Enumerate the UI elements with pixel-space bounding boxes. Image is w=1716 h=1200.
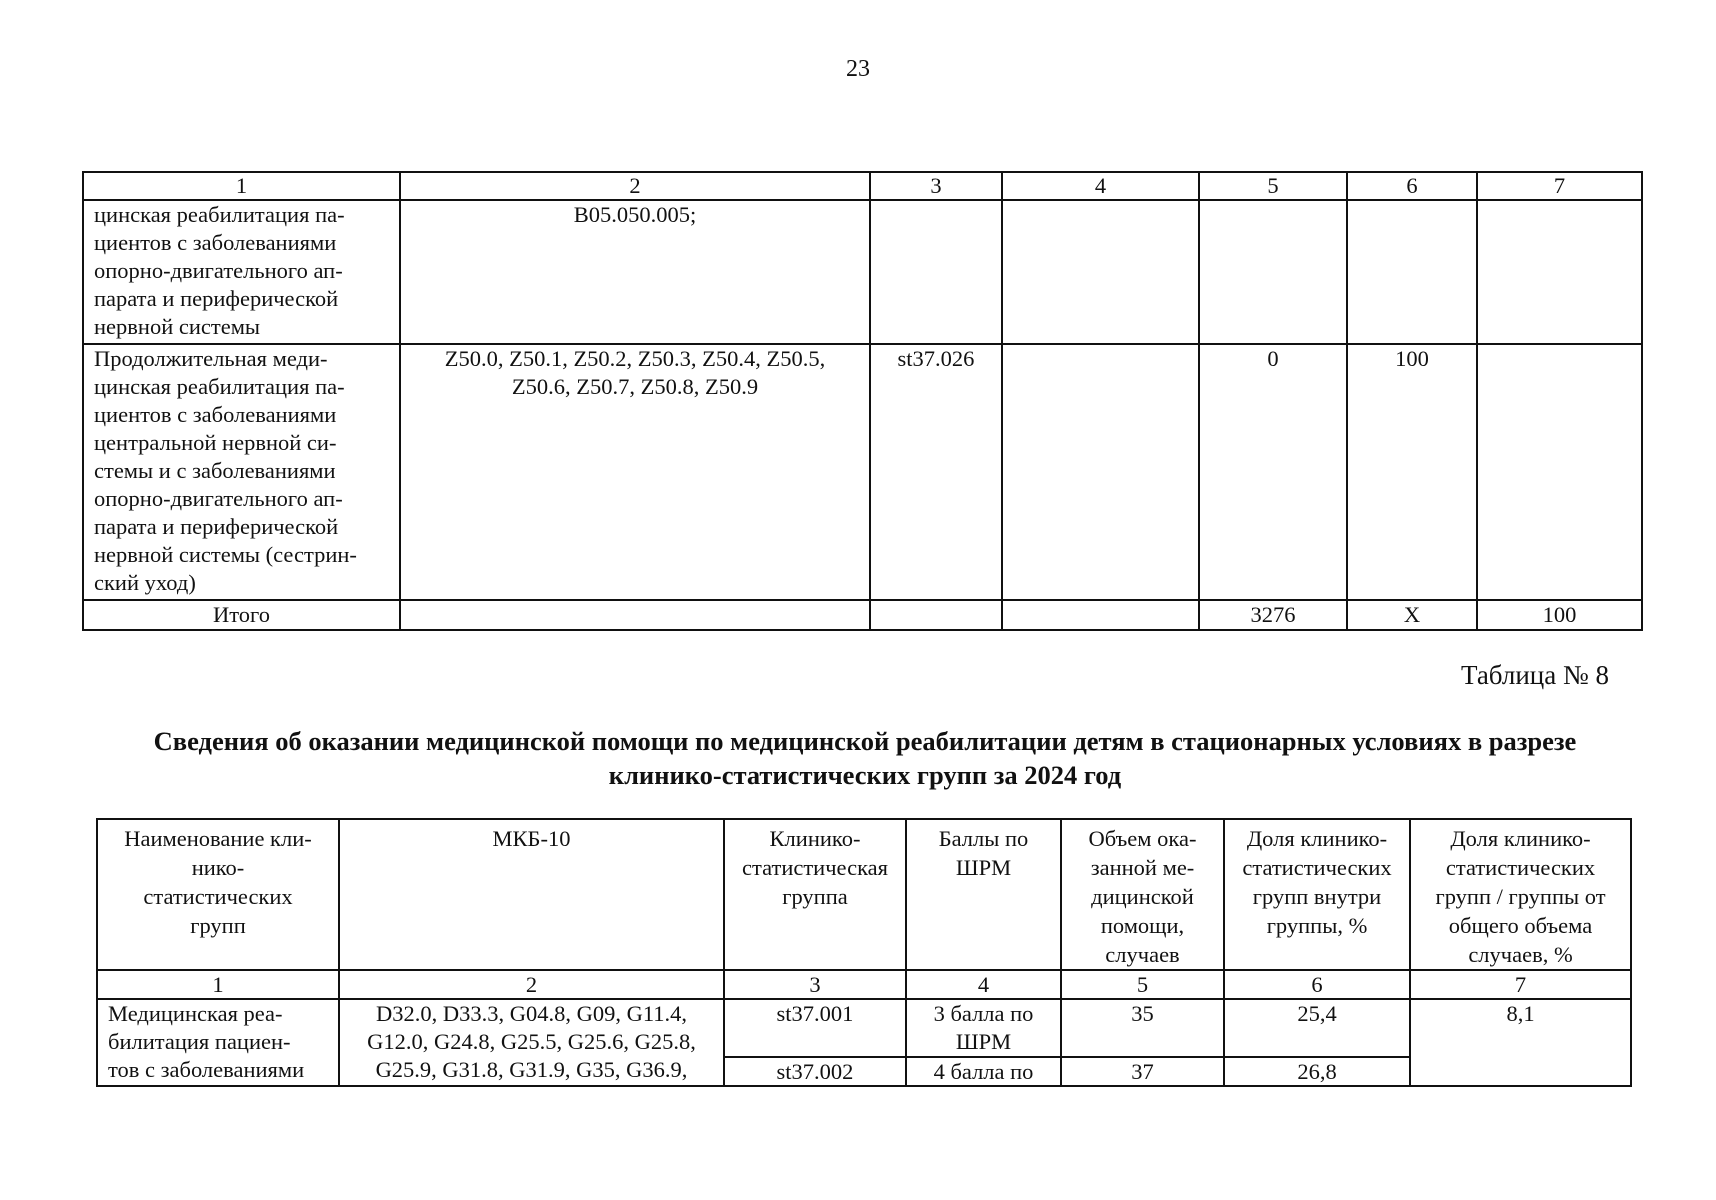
text-line: опорно-двигательного ап- [94, 258, 343, 283]
text-line: Баллы по [938, 826, 1029, 851]
text-line: парата и периферической [94, 286, 339, 311]
text-line: цинская реабилитация па- [94, 374, 345, 399]
share-in-group-cell: 100 [1347, 344, 1477, 600]
text-line: нервной системы (сестрин- [94, 542, 357, 567]
text-line: ский уход) [94, 570, 196, 595]
column-number: 3 [870, 172, 1002, 200]
volume-cell: 37 [1061, 1057, 1224, 1086]
text-line: D32.0, D33.3, G04.8, G09, G11.4, [375, 1001, 688, 1026]
column-number: 6 [1224, 970, 1410, 999]
column-number: 7 [1410, 970, 1631, 999]
mkb-cell [400, 344, 870, 600]
text-line: опорно-двигательного ап- [94, 486, 343, 511]
share-total-cell [1477, 344, 1642, 600]
mkb-cell [339, 999, 724, 1086]
share-total-cell [1477, 200, 1642, 344]
column-number: 1 [97, 970, 339, 999]
text-line: стемы и с заболеваниями [94, 458, 336, 483]
table-row [97, 999, 1631, 1057]
table-8 [96, 818, 1632, 1087]
text-line: МКБ-10 [492, 826, 571, 851]
column-number: 3 [724, 970, 906, 999]
column-number: 1 [83, 172, 400, 200]
volume-cell: 35 [1061, 999, 1224, 1057]
text-line: группа [782, 884, 848, 909]
text-line: случаев [1105, 942, 1180, 967]
header-mkb [339, 819, 724, 970]
text-line: циентов с заболеваниями [94, 402, 337, 427]
table-label: Таблица № 8 [1461, 660, 1609, 690]
group-name-cell [97, 999, 339, 1086]
mkb-cell: B05.050.005; [400, 200, 870, 344]
text-line: парата и периферической [94, 514, 339, 539]
text-line: группы, % [1266, 913, 1368, 938]
text-line: статистических [1445, 855, 1596, 880]
total-share-total: 100 [1477, 600, 1642, 630]
empty-cell [1002, 600, 1199, 630]
text-line: цинская реабилитация па- [94, 202, 345, 227]
text-line: статистических [1242, 855, 1392, 880]
text-line: Продолжительная меди- [94, 346, 328, 371]
column-number: 4 [906, 970, 1061, 999]
table-row [83, 200, 1642, 344]
share-in-group-cell: 26,8 [1224, 1057, 1410, 1086]
header-points [906, 819, 1061, 970]
ksg-cell: st37.026 [870, 344, 1002, 600]
text-line: ШРМ [955, 1029, 1012, 1054]
ksg-cell: st37.001 [724, 999, 906, 1057]
caption-line: клинико-статистических групп за 2024 год [608, 760, 1122, 790]
share-total-cell: 8,1 [1410, 999, 1631, 1086]
points-cell [906, 999, 1061, 1057]
column-number: 5 [1061, 970, 1224, 999]
continuation-table [82, 171, 1643, 631]
text-line: 3 балла по [933, 1001, 1034, 1026]
column-number: 2 [339, 970, 724, 999]
page-number: 23 [846, 56, 870, 82]
empty-cell [870, 600, 1002, 630]
text-line: Клинико- [769, 826, 861, 851]
text-line: нико- [191, 855, 245, 880]
text-line: помощи, [1100, 913, 1185, 938]
text-line: групп / группы от [1435, 884, 1606, 909]
text-line: Z50.0, Z50.1, Z50.2, Z50.3, Z50.4, Z50.5, [444, 346, 826, 371]
column-number: 6 [1347, 172, 1477, 200]
text-line: тов с заболеваниями [108, 1057, 305, 1082]
text-line: билитация пациен- [108, 1029, 291, 1054]
text-line: случаев, % [1468, 942, 1573, 967]
text-line: Доля клинико- [1246, 826, 1388, 851]
text-line: Z50.6, Z50.7, Z50.8, Z50.9 [511, 374, 759, 399]
column-number-row [97, 970, 1631, 999]
group-name-cell [83, 200, 400, 344]
column-number: 4 [1002, 172, 1199, 200]
text-line: общего объема [1448, 913, 1593, 938]
header-ksg [724, 819, 906, 970]
column-number: 7 [1477, 172, 1642, 200]
text-line: групп внутри [1252, 884, 1382, 909]
text-line: занной ме- [1090, 855, 1195, 880]
header-share-total [1410, 819, 1631, 970]
points-cell [906, 1057, 1061, 1086]
text-line: 4 балла по [933, 1059, 1034, 1084]
header-row [97, 819, 1631, 970]
empty-cell [400, 600, 870, 630]
text-line: статистических [143, 884, 293, 909]
text-line: дицинской [1091, 884, 1194, 909]
caption-line: Сведения об оказании медицинской помощи по медицинской реабилитации детям в стационарных условиях в разрезе [153, 726, 1577, 756]
points-cell [1002, 344, 1199, 600]
text-line: Объем ока- [1088, 826, 1197, 851]
table-row [83, 344, 1642, 600]
column-number: 2 [400, 172, 870, 200]
text-line: Наименование кли- [124, 826, 312, 851]
total-volume: 3276 [1199, 600, 1347, 630]
text-line: центральной нервной си- [94, 430, 337, 455]
text-line: циентов с заболеваниями [94, 230, 337, 255]
ksg-cell: st37.002 [724, 1057, 906, 1086]
text-line: G12.0, G24.8, G25.5, G25.6, G25.8, [367, 1029, 696, 1054]
group-name-cell [83, 344, 400, 600]
header-volume [1061, 819, 1224, 970]
total-label: Итого [83, 600, 400, 630]
header-share-in-group [1224, 819, 1410, 970]
text-line: ШРМ [955, 855, 1012, 880]
total-row [83, 600, 1642, 630]
text-line: Медицинская реа- [108, 1001, 283, 1026]
table-caption [110, 724, 1620, 792]
column-number-row [83, 172, 1642, 200]
text-line: G25.9, G31.8, G31.9, G35, G36.9, [375, 1057, 688, 1082]
ksg-cell [870, 200, 1002, 344]
total-share-in-group: X [1347, 600, 1477, 630]
text-line: Доля клинико- [1450, 826, 1591, 851]
volume-cell [1199, 200, 1347, 344]
share-in-group-cell [1347, 200, 1477, 344]
column-number: 5 [1199, 172, 1347, 200]
text-line: нервной системы [94, 314, 261, 339]
text-line: групп [190, 913, 246, 938]
points-cell [1002, 200, 1199, 344]
header-group-name [97, 819, 339, 970]
share-in-group-cell: 25,4 [1224, 999, 1410, 1057]
volume-cell: 0 [1199, 344, 1347, 600]
text-line: статистическая [741, 855, 888, 880]
